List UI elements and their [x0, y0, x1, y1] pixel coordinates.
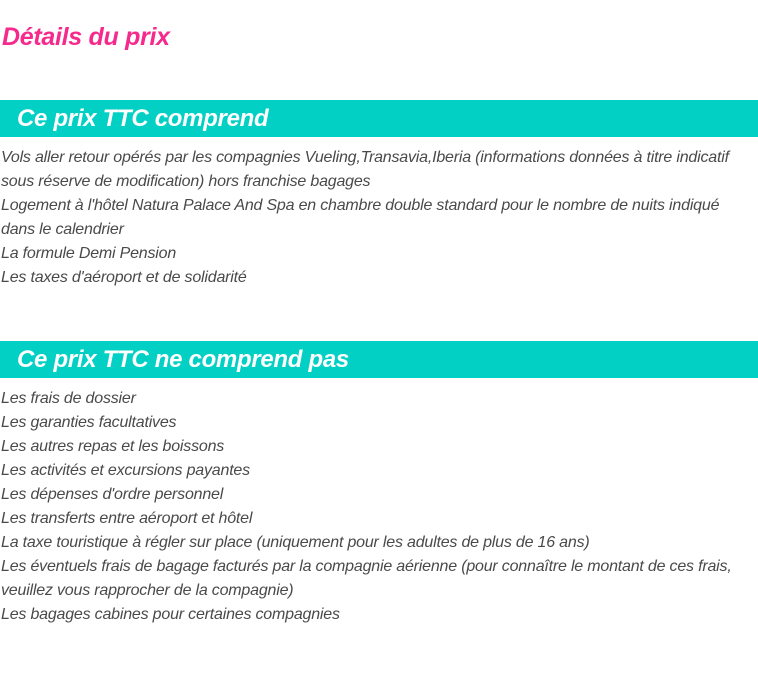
included-items-list — [0, 146, 758, 290]
list-item: La formule Demi Pension — [1, 245, 177, 262]
list-item: Vols aller retour opérés par les compagnies Vueling,Transavia,Iberia (informations données à titre indicatif sous réserve de modification) hors franchise bagages — [1, 149, 729, 190]
list-item: Les frais de dossier — [1, 390, 136, 407]
list-item: Les bagages cabines pour certaines compagnies — [1, 606, 340, 623]
list-item: Logement à l'hôtel Natura Palace And Spa en chambre double standard pour le nombre de nuits indiqué dans le calendrier — [1, 197, 720, 238]
section-header-not-included-label: Ce prix TTC ne comprend pas — [17, 345, 349, 373]
list-item: Les autres repas et les boissons — [1, 438, 225, 455]
list-item: Les éventuels frais de bagage facturés par la compagnie aérienne (pour connaître le montant de ces frais, veuillez vous rapprocher de la compagnie) — [1, 558, 732, 599]
list-item: Les transferts entre aéroport et hôtel — [1, 510, 253, 527]
list-item: Les taxes d'aéroport et de solidarité — [1, 269, 247, 286]
list-item: Les dépenses d'ordre personnel — [1, 486, 224, 503]
section-header-not-included — [0, 341, 758, 378]
section-header-included — [0, 100, 758, 137]
list-item: Les garanties facultatives — [1, 414, 177, 431]
page-title: Détails du prix — [2, 23, 170, 51]
list-item: La taxe touristique à régler sur place (uniquement pour les adultes de plus de 16 ans) — [1, 534, 590, 551]
list-item: Les activités et excursions payantes — [1, 462, 250, 479]
section-header-included-label: Ce prix TTC comprend — [17, 104, 269, 132]
not-included-items-list — [0, 387, 758, 627]
